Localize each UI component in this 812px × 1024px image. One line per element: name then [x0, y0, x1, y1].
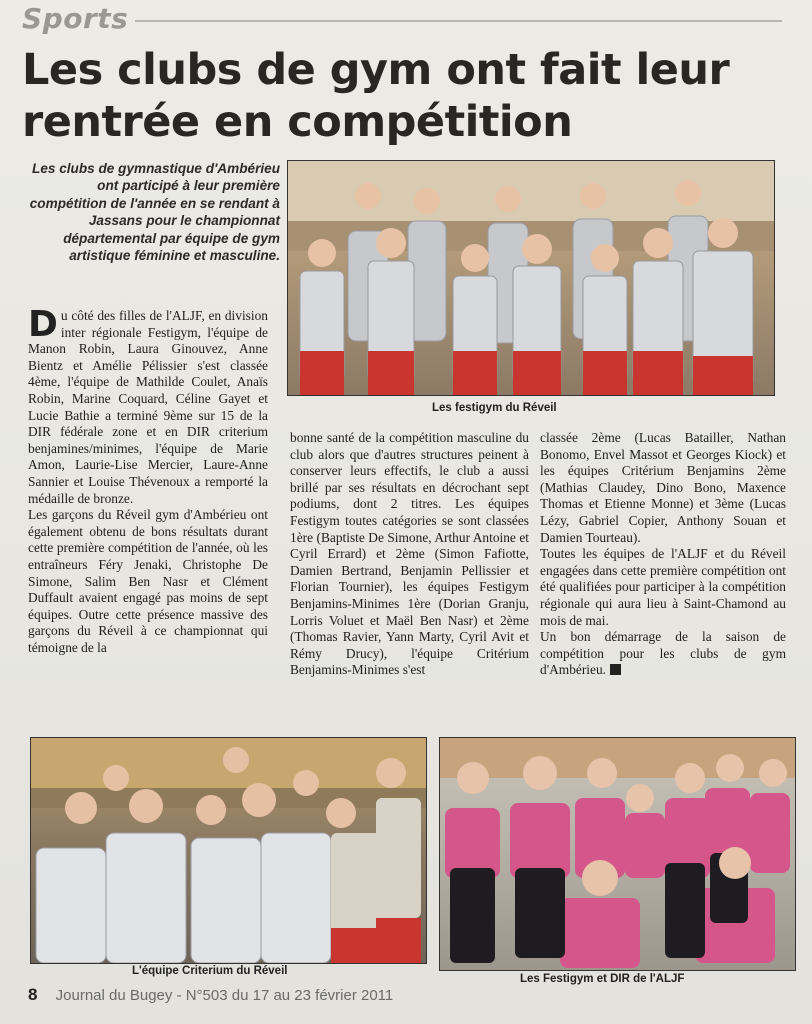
photo-equipe-criterium — [30, 737, 427, 964]
caption-top-photo: Les festigym du Réveil — [432, 402, 557, 414]
section-label: Sports — [22, 2, 129, 35]
paragraph-qualification: Toutes les équipes de l'ALJF et du Réveil engagées dans cette première compétition ont été qualifiées pour participer à la compétition régionale qui aura lieu à Saint-Chamond au mois de mai. — [540, 546, 786, 628]
page-footer — [28, 985, 393, 1005]
headline: Les clubs de gym ont fait leur rentrée en compétition — [22, 45, 730, 147]
paragraph-conclusion: Un bon démarrage de la saison de compétition pour les clubs de gym d'Ambérieu. — [540, 629, 786, 678]
photo-festigym-reveil — [287, 160, 775, 396]
caption-bottom-right-photo: Les Festigym et DIR de l'ALJF — [520, 973, 685, 985]
photo-festigym-dir-aljf — [439, 737, 796, 971]
article-column-1 — [28, 304, 268, 656]
article-column-3 — [540, 430, 786, 679]
paragraph-club-health: bonne santé de la compétition masculine du club alors que d'autres structures peinent à conserver leurs effectifs, le club a aussi brillé par ses résultats en décrochant sept podiums, dont 2 titres. Les équipes Festigym toutes catégories se sont classées 1ère (Baptiste De Simone, Arthur Antoine et Cyril Errard) et 2ème (Simon Fafiotte, Damien Bertrand, Benjamin Pellissier et Florian Tournier), les équipes Festigym Benjamins-Minimes 1ère (Dorian Granju, Lorris Voluet et Maël Ben Nasr) et 2ème (Thomas Ravier, Yann Marty, Cyril Avit et Rémy Drucy), l'équipe Critérium Benjamins-Minimes s'est — [290, 430, 529, 678]
journal-issue: Journal du Bugey - N°503 du 17 au 23 février 2011 — [55, 987, 394, 1004]
page-number: 8 — [28, 985, 38, 1004]
paragraph-boys-results: Les garçons du Réveil gym d'Ambérieu ont également obtenu de bons résultats durant cette première compétition de l'année, où les entraîneurs Féry Jenaki, Christophe De Simone, Salim Ben Nasr et Clément Duffault avaient engagé pas moins de sept équipes. Outre cette présence massive des garçons du Réveil à ce championnat qui témoigne de la — [28, 507, 268, 655]
paragraph-girls-results: Du côté des filles de l'ALJF, en division inter régionale Festigym, l'équipe de Manon Robin, Laura Ginouvez, Anne Bientz et Amélie Pélissier s'est classée 4ème, l'équipe de Mathilde Coulet, Anaïs Robin, Marine Coquard, Céline Gayet et Lucie Bathie a terminé 9ème sur 15 de la DIR fédérale zone et en DIR criterium benjamines/minimes, l'équipe de Marie Amon, Laurie-Lise Mercier, Laure-Anne Sannier et Louise Thévenoux a remporté la médaille de bronze. — [28, 304, 268, 506]
drop-cap: D — [28, 304, 58, 345]
article-column-2 — [290, 430, 529, 679]
article-lead: Les clubs de gymnastique d'Ambérieu ont participé à leur première compétition de l'année en se rendant à Jassans pour le championnat départemental par équipe de gym artistique féminine et masculine. — [29, 161, 280, 264]
section-rule — [135, 20, 782, 22]
paragraph-criterium-results: classée 2ème (Lucas Batailler, Nathan Bonomo, Envel Massot et Georges Kiock) et les équipes Critérium Benjamins 2ème (Mathias Claudey, Dino Bono, Maxence Thomas et Etienne Monne) et 3ème (Lucas Lézy, Gabriel Copier, Anthony Souan et Damien Tourteau). — [540, 430, 786, 545]
caption-bottom-left-photo: L'équipe Criterium du Réveil — [132, 965, 288, 977]
end-mark — [610, 664, 621, 675]
